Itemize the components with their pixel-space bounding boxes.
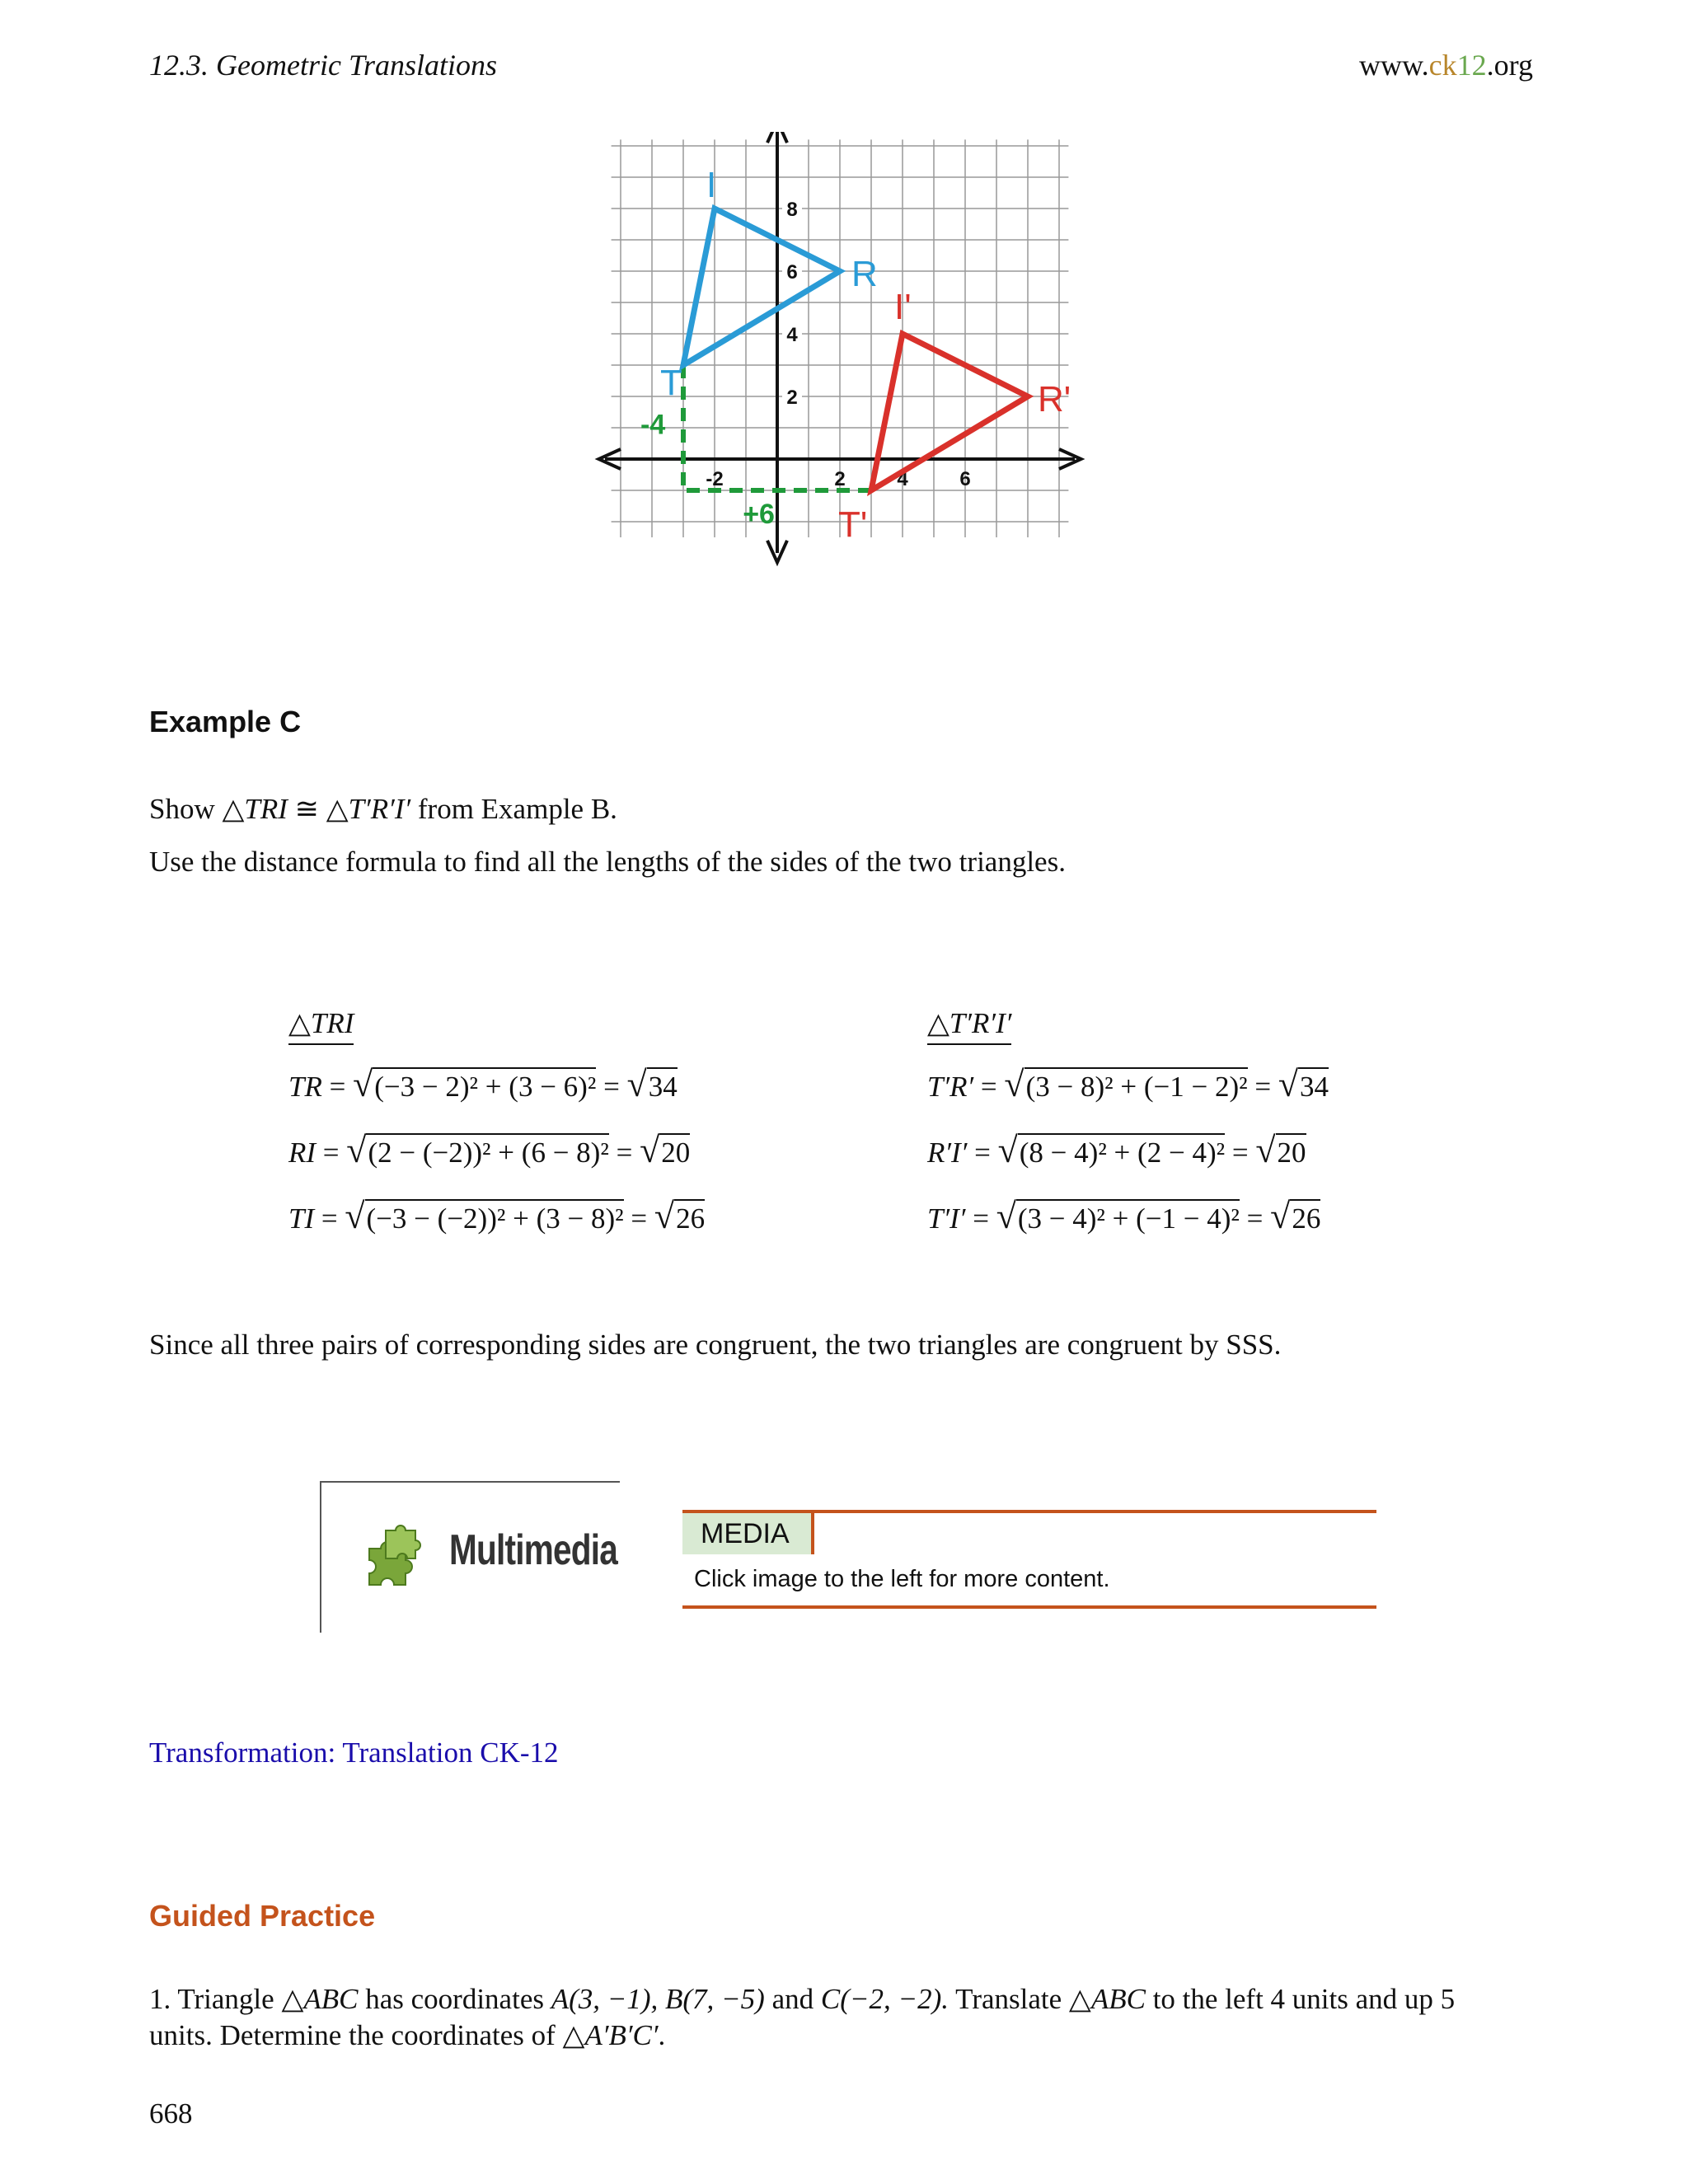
- guided-practice-heading: Guided Practice: [149, 1899, 376, 1933]
- y-tick-label: 8: [786, 199, 798, 221]
- y-tick-label: 2: [786, 387, 798, 409]
- x-tick-label: -2: [706, 468, 724, 490]
- text-from-example: from Example B.: [410, 793, 617, 825]
- eq-radicand: (3 − 8)² + (−1 − 2)²: [1025, 1067, 1248, 1104]
- x-tick-label: 2: [834, 468, 846, 490]
- triangle-abc: △ABC: [1068, 1983, 1146, 2015]
- triangle-tri-prime: △T′R′I′: [326, 793, 411, 825]
- triangle-tri: [683, 209, 840, 365]
- eq-lhs: TI: [288, 1202, 315, 1235]
- text: 1. Triangle: [149, 1983, 282, 2015]
- y-tick-label: 4: [786, 324, 798, 346]
- vertex-label-prime: T': [838, 504, 868, 545]
- text: has coordinates: [358, 1983, 551, 2015]
- eq-lhs: T′I′: [927, 1202, 966, 1235]
- coordinates-c: C(−2, −2).: [820, 1983, 950, 2015]
- conclusion-text: Since all three pairs of corresponding sides are congruent, the two triangles are congruent by SSS.: [149, 1329, 1282, 1361]
- example-line-1: [149, 791, 617, 827]
- vertex-label: T: [660, 363, 682, 403]
- eq-lhs: TR: [288, 1071, 322, 1103]
- right-eq-row: R′I′ = √(8 − 4)² + (2 − 4)² = √20: [927, 1130, 1306, 1170]
- guided-question-line-1: [149, 1981, 1455, 2018]
- triangle-tri-prime: [871, 334, 1028, 490]
- eq-result: 34: [647, 1067, 678, 1104]
- triangle-abc-prime: △A′B′C′: [562, 2019, 659, 2051]
- running-header-site[interactable]: [1359, 48, 1533, 82]
- eq-result: 26: [1290, 1199, 1320, 1235]
- media-note: Click image to the left for more content.: [694, 1566, 1110, 1592]
- left-eq-row: TI = √(−3 − (−2))² + (3 − 8)² = √26: [288, 1196, 706, 1236]
- site-prefix: www.: [1359, 49, 1429, 82]
- multimedia-thumbnail[interactable]: [320, 1481, 620, 1633]
- coordinates-ab: A(3, −1), B(7, −5): [551, 1983, 765, 2015]
- y-tick-label: 6: [786, 261, 798, 284]
- puzzle-icon: [361, 1524, 429, 1591]
- eq-lhs: RI: [288, 1137, 316, 1169]
- eq-result: 20: [1276, 1133, 1306, 1169]
- text: and: [764, 1983, 821, 2015]
- left-block-title: △TRI: [288, 1007, 354, 1045]
- eq-result: 26: [674, 1199, 705, 1235]
- site-suffix: .org: [1486, 49, 1533, 82]
- translation-graph: [577, 132, 1104, 577]
- text: to the left 4 units and up 5: [1145, 1983, 1456, 2015]
- vertex-label-prime: R': [1038, 379, 1071, 419]
- vertical-shift-label: -4: [640, 409, 666, 441]
- eq-result: 20: [659, 1133, 690, 1169]
- eq-result: 34: [1298, 1067, 1329, 1104]
- eq-radicand: (−3 − (−2))² + (3 − 8)²: [365, 1199, 624, 1235]
- guided-question-line-2: [149, 2018, 665, 2054]
- right-block-title: △T′R′I′: [927, 1007, 1011, 1045]
- eq-radicand: (8 − 4)² + (2 − 4)²: [1018, 1133, 1225, 1169]
- media-tag: MEDIA: [682, 1513, 814, 1554]
- horizontal-shift-label: +6: [743, 499, 775, 530]
- x-tick-label: 6: [959, 468, 971, 490]
- site-ck: ck: [1428, 49, 1457, 82]
- multimedia-link[interactable]: Transformation: Translation CK-12: [149, 1736, 559, 1769]
- text: .: [658, 2019, 666, 2051]
- running-header-section: 12.3. Geometric Translations: [149, 49, 498, 82]
- right-eq-row: T′I′ = √(3 − 4)² + (−1 − 4)² = √26: [927, 1196, 1321, 1236]
- vertex-label-prime: I': [894, 287, 912, 327]
- eq-lhs: R′I′: [927, 1137, 968, 1169]
- triangle-tri: △TRI: [222, 793, 288, 825]
- x-tick-label: 4: [897, 468, 908, 490]
- vertex-label: R: [851, 254, 878, 294]
- text-show: Show: [149, 793, 223, 825]
- left-eq-row: TR = √(−3 − 2)² + (3 − 6)² = √34: [288, 1064, 678, 1104]
- vertex-label: I: [706, 165, 717, 205]
- page-number: 668: [149, 2097, 193, 2130]
- congruent-sign: ≅: [287, 793, 326, 825]
- site-12: 12: [1456, 49, 1487, 82]
- right-eq-row: T′R′ = √(3 − 8)² + (−1 − 2)² = √34: [927, 1064, 1329, 1104]
- eq-radicand: (−3 − 2)² + (3 − 6)²: [373, 1067, 596, 1104]
- multimedia-thumb-label: Multimedia: [449, 1526, 618, 1574]
- left-eq-row: RI = √(2 − (−2))² + (6 − 8)² = √20: [288, 1130, 691, 1170]
- text: Translate: [949, 1983, 1069, 2015]
- text: units. Determine the coordinates of: [149, 2019, 563, 2051]
- triangle-abc: △ABC: [281, 1983, 359, 2015]
- eq-radicand: (3 − 4)² + (−1 − 4)²: [1016, 1199, 1240, 1235]
- eq-lhs: T′R′: [927, 1071, 974, 1103]
- eq-radicand: (2 − (−2))² + (6 − 8)²: [366, 1133, 608, 1169]
- media-box: [682, 1510, 1376, 1609]
- example-heading: Example C: [149, 705, 302, 738]
- example-line-2: Use the distance formula to find all the lengths of the sides of the two triangles.: [149, 846, 1066, 878]
